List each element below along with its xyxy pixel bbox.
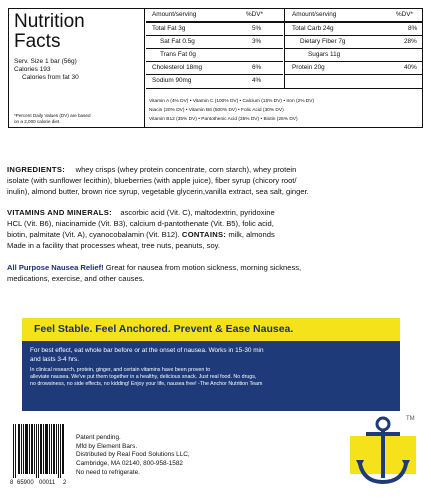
table-header-left bbox=[152, 9, 282, 20]
usage-paragraph bbox=[30, 347, 392, 364]
nutrient-label: Dietary Fiber 7g bbox=[300, 38, 346, 45]
row-divider bbox=[285, 48, 422, 49]
nausea-line: Great for nausea from motion sickness, morning sickness, bbox=[105, 263, 302, 272]
nutrient-dv: 6% bbox=[252, 64, 262, 71]
vitamins-line: Niacin (20% DV) • Vitamin B6 (500% DV) • Folic Acid (30% DV) bbox=[149, 108, 284, 113]
tagline-banner bbox=[22, 318, 400, 341]
header-amount-right: Amount/serving bbox=[292, 11, 337, 18]
vitamins-line: Vitamin B12 (35% DV) • Pantothenic Acid (35% DV) • Biotin (25% DV) bbox=[149, 117, 298, 122]
nutrient-label: Cholesterol 18mg bbox=[152, 64, 203, 71]
research-line: alleviate nausea. We've put them together in a healthy, delicious snack. Just real food. No drugs, bbox=[30, 374, 257, 381]
tagline: Feel Stable. Feel Anchored. Prevent & Ease Nausea. bbox=[34, 323, 294, 335]
calories-from-fat: Calories from fat 30 bbox=[22, 74, 79, 81]
serving-info bbox=[14, 58, 139, 82]
nutrition-title bbox=[14, 12, 139, 52]
dv-footnote bbox=[14, 113, 91, 124]
storage-line: No need to refrigerate. bbox=[76, 468, 140, 476]
nausea-section bbox=[7, 262, 425, 284]
research-paragraph bbox=[30, 367, 392, 389]
barcode bbox=[10, 422, 68, 488]
barcode-digit: 2 bbox=[63, 480, 67, 486]
barcode-digit: 65900 bbox=[17, 480, 34, 486]
dv-footnote-line2: on a 2,000 calorie diet. bbox=[14, 118, 61, 124]
nutrient-label: Total Fat 3g bbox=[152, 25, 186, 32]
anchor-logo bbox=[350, 412, 416, 496]
address-line: Cambridge, MA 02140, 800-958-1582 bbox=[76, 460, 183, 468]
header-dv-left: %DV* bbox=[246, 11, 264, 18]
nutrient-dv: 3% bbox=[252, 38, 262, 45]
vitamins-rule bbox=[146, 88, 422, 89]
header-amount-left: Amount/serving bbox=[152, 11, 197, 18]
nutrient-dv: 4% bbox=[252, 77, 262, 84]
facility-line: Made in a facility that processes wheat, tree nuts, peanuts, soy. bbox=[7, 241, 221, 250]
vitamins-minerals-line: HCL (Vit. B6), niacinamide (Vit. B3), calcium d-pantothenate (Vit. B5), folic acid, bbox=[7, 219, 274, 228]
nutrition-title-line2: Facts bbox=[14, 31, 61, 52]
nutrition-facts-header bbox=[9, 9, 145, 127]
nutrition-facts-panel bbox=[8, 8, 423, 128]
patent-line: Patent pending. bbox=[76, 434, 121, 441]
table-header-right bbox=[292, 9, 422, 20]
nutrient-label: Protein 20g bbox=[292, 64, 325, 71]
calories: Calories 193 bbox=[14, 66, 51, 73]
research-line: no drowsiness, no side effects, no kidding! Enjoy your life, nausea free! -The Anchor Nutrition Team bbox=[30, 381, 263, 388]
ingredients-section bbox=[7, 164, 425, 197]
vitamins-minerals-heading: VITAMINS AND MINERALS: bbox=[7, 208, 112, 217]
manufacturer-line: Mfd by Element Bars. bbox=[76, 442, 138, 450]
distributor-line: Distributed by Real Food Solutions LLC, bbox=[76, 451, 190, 459]
anchor-icon bbox=[350, 418, 416, 482]
vitamins-minerals-line: biotin, palmitate (Vit. A), cyanocobalamin (Vit. B12). bbox=[7, 230, 180, 239]
nutrient-label: Sat Fat 0.5g bbox=[160, 38, 195, 45]
nausea-headline: All Purpose Nausea Relief! bbox=[7, 263, 104, 272]
ingredients-heading: INGREDIENTS: bbox=[7, 165, 66, 174]
ingredients-line: isolate (with sunflower lecithin), blueberries (with apple juice), fiber syrup (chicory root/ bbox=[7, 176, 297, 185]
vitamins-minerals-section bbox=[7, 207, 425, 251]
barcode-digit: 00011 bbox=[39, 480, 56, 486]
nausea-line: medications, exercise, and other causes. bbox=[7, 274, 145, 283]
barcode-digit: 8 bbox=[10, 480, 14, 486]
vitamins-line: Vitamin A (4% DV) • Vitamin C (100% DV) • Calcium (15% DV) • Iron (2% DV) bbox=[149, 99, 315, 104]
nutrient-dv: 5% bbox=[252, 25, 262, 32]
nutrient-label: Sodium 90mg bbox=[152, 77, 192, 84]
ingredients-line: inulin), almond butter, brown rice syrup, vegetable glycerin,vanilla extract, sea salt, ginger. bbox=[7, 187, 309, 196]
dv-footnote-line1: *Percent Daily Values (DV) are based bbox=[14, 113, 91, 118]
contains-label: CONTAINS: bbox=[181, 230, 227, 239]
ingredients-line: whey crisps (whey protein concentrate, corn starch), whey protein bbox=[75, 165, 297, 174]
trademark: TM bbox=[406, 416, 415, 422]
research-line: In clinical research, protein, ginger, and certain vitamins have been proven to bbox=[30, 367, 211, 373]
vitamins-minerals-line: ascorbic acid (Vit. C), maltodextrin, pyridoxine bbox=[120, 208, 275, 217]
nutrient-label: Sugars 11g bbox=[308, 51, 341, 58]
column-divider bbox=[284, 9, 285, 88]
nutrient-dv: 28% bbox=[404, 38, 417, 45]
nutrient-label: Total Carb 24g bbox=[292, 25, 334, 32]
header-dv-right: %DV* bbox=[396, 11, 414, 18]
manufacturer-info bbox=[76, 434, 190, 478]
nutrient-dv: 8% bbox=[408, 25, 418, 32]
contains-value: milk, almonds bbox=[228, 230, 275, 239]
nutrient-dv: 40% bbox=[404, 64, 417, 71]
nutrition-title-line1: Nutrition bbox=[14, 11, 85, 32]
serving-size: Serv. Size 1 bar (56g) bbox=[14, 58, 77, 65]
usage-info-box bbox=[22, 341, 400, 411]
row-divider bbox=[285, 74, 422, 75]
nutrient-label: Trans Fat 0g bbox=[160, 51, 196, 58]
usage-line: For best effect, eat whole bar before or at the onset of nausea. Works in 15-30 min bbox=[30, 347, 264, 354]
usage-line: and lasts 3-4 hrs. bbox=[30, 355, 80, 363]
